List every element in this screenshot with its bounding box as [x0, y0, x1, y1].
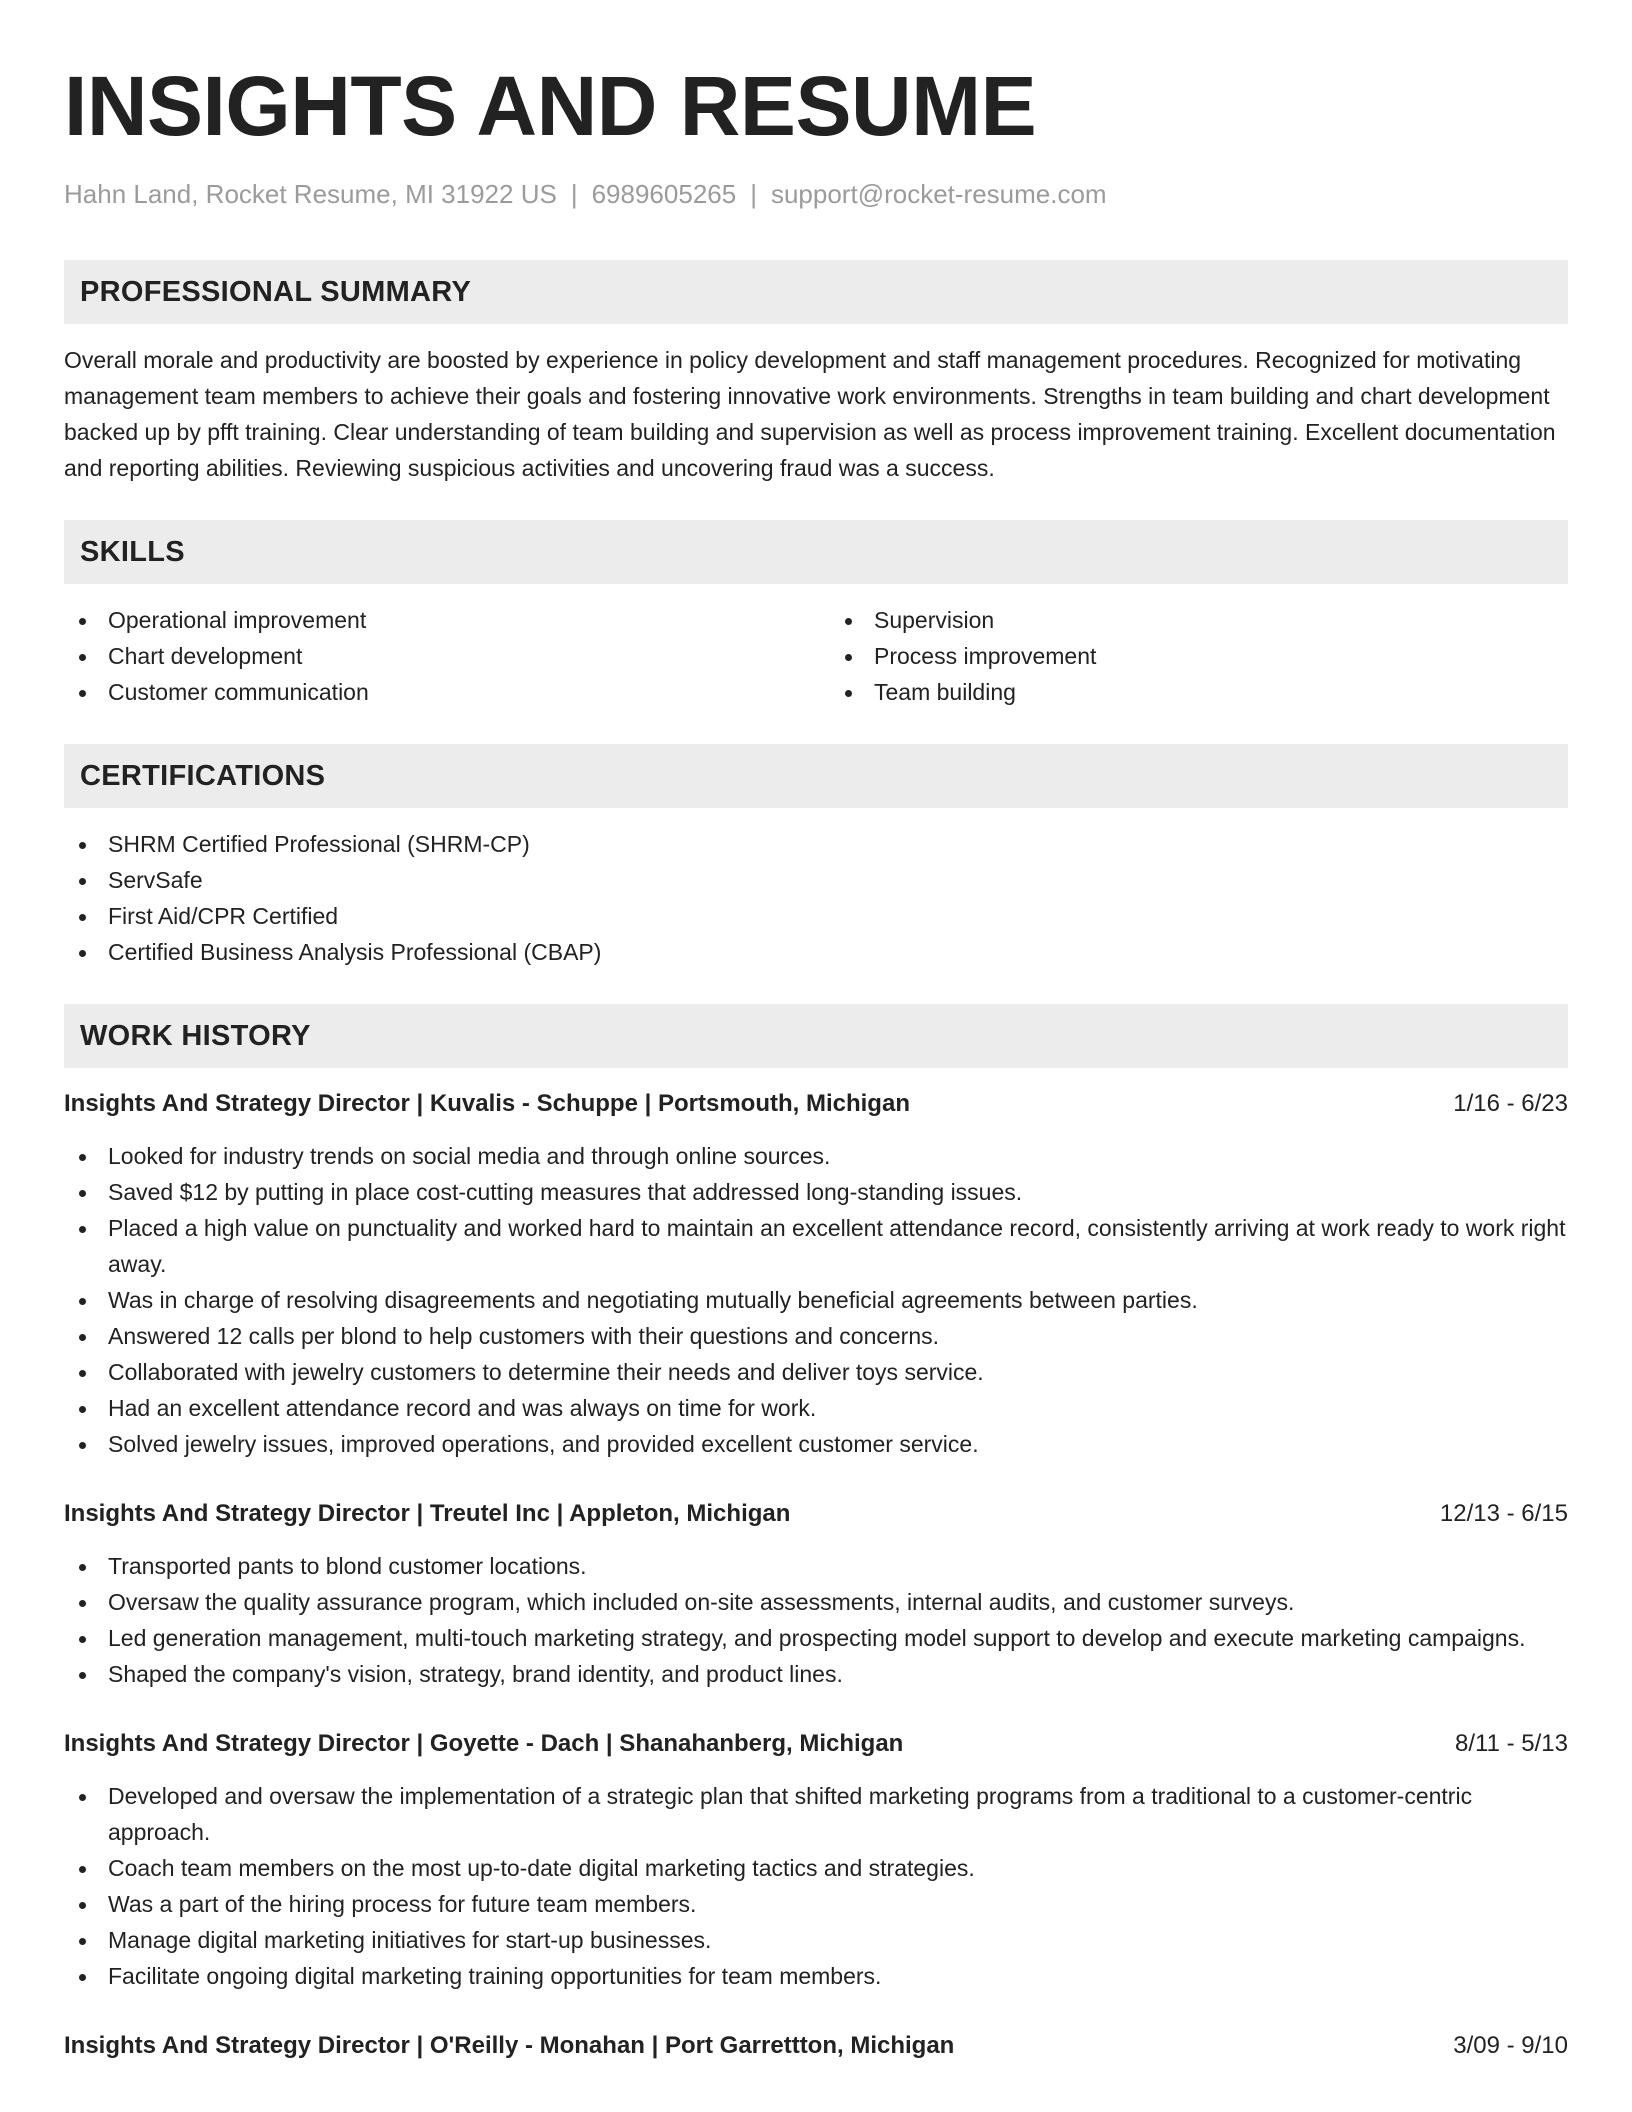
job-header — [64, 1496, 1568, 1532]
skill-item: Operational improvement — [64, 602, 802, 638]
job-dates: 3/09 - 9/10 — [1453, 2032, 1568, 2059]
contact-separator: | — [570, 179, 578, 209]
job-bullet: Was a part of the hiring process for future team members. — [64, 1886, 1568, 1922]
job-bullet: Placed a high value on punctuality and worked hard to maintain an excellent attendance record, consistently arriving at work ready to work right away. — [64, 1210, 1568, 1282]
job-bullet: Saved $12 by putting in place cost-cutting measures that addressed long-standing issues. — [64, 1174, 1568, 1210]
skill-item: Team building — [830, 674, 1568, 710]
job-header — [64, 1726, 1568, 1762]
job-bullet: Coach team members on the most up-to-date digital marketing tactics and strategies. — [64, 1850, 1568, 1886]
skills-list-left — [64, 602, 802, 710]
certification-item: Certified Business Analysis Professional (CBAP) — [64, 934, 1568, 970]
job-title: Insights And Strategy Director | Kuvalis - Schuppe | Portsmouth, Michigan — [64, 1090, 910, 1117]
job-entry — [64, 1496, 1568, 1692]
job-title: Insights And Strategy Director | O'Reilly - Monahan | Port Garrettton, Michigan — [64, 2032, 955, 2059]
summary-text: Overall morale and productivity are boosted by experience in policy development and staff management procedures. Recognized for motivating management team members to achieve their goals and fostering innovative work environments. Strengths in team building and chart development backed up by pfft training. Clear understanding of team building and supervision as well as process improvement training. Excellent documentation and reporting abilities. Reviewing suspicious activities and uncovering fraud was a success. — [64, 347, 1556, 481]
skill-item: Process improvement — [830, 638, 1568, 674]
section-header-skills: SKILLS — [64, 520, 1568, 584]
job-title: Insights And Strategy Director | Goyette - Dach | Shanahanberg, Michigan — [64, 1730, 904, 1757]
job-title: Insights And Strategy Director | Treutel Inc | Appleton, Michigan — [64, 1500, 791, 1527]
summary-section — [64, 260, 1568, 486]
certifications-list — [64, 826, 1568, 970]
job-bullet: Developed and oversaw the implementation of a strategic plan that shifted marketing programs from a traditional to a customer-centric approach. — [64, 1778, 1568, 1850]
job-bullet: Shaped the company's vision, strategy, brand identity, and product lines. — [64, 1656, 1568, 1692]
skills-list-right — [830, 602, 1568, 710]
skill-item: Customer communication — [64, 674, 802, 710]
job-bullet: Collaborated with jewelry customers to determine their needs and deliver toys service. — [64, 1354, 1568, 1390]
job-header — [64, 1086, 1568, 1122]
skill-item: Supervision — [830, 602, 1568, 638]
certification-item: First Aid/CPR Certified — [64, 898, 1568, 934]
job-bullet: Manage digital marketing initiatives for start-up businesses. — [64, 1922, 1568, 1958]
contact-address: Hahn Land, Rocket Resume, MI 31922 US — [64, 179, 557, 209]
certification-item: SHRM Certified Professional (SHRM-CP) — [64, 826, 1568, 862]
job-bullet: Looked for industry trends on social media and through online sources. — [64, 1138, 1568, 1174]
contact-email: support@rocket-resume.com — [770, 179, 1107, 209]
job-bullet: Facilitate ongoing digital marketing training opportunities for team members. — [64, 1958, 1568, 1994]
job-bullet: Led generation management, multi-touch marketing strategy, and prospecting model support to develop and execute marketing campaigns. — [64, 1620, 1568, 1656]
section-header-summary: PROFESSIONAL SUMMARY — [64, 260, 1568, 324]
skills-grid — [64, 602, 1568, 710]
work-history-section — [64, 1004, 1568, 2064]
section-header-certifications: CERTIFICATIONS — [64, 744, 1568, 808]
job-entry — [64, 1726, 1568, 1994]
skills-section — [64, 520, 1568, 710]
certification-item: ServSafe — [64, 862, 1568, 898]
contact-separator: | — [750, 179, 757, 209]
job-bullets — [64, 1138, 1568, 1462]
job-dates: 1/16 - 6/23 — [1453, 1090, 1568, 1117]
job-bullet: Answered 12 calls per blond to help customers with their questions and concerns. — [64, 1318, 1568, 1354]
section-header-work-history: WORK HISTORY — [64, 1004, 1568, 1068]
skill-item: Chart development — [64, 638, 802, 674]
job-entry — [64, 1086, 1568, 1462]
job-bullets — [64, 1548, 1568, 1692]
job-bullet: Transported pants to blond customer locations. — [64, 1548, 1568, 1584]
job-bullets — [64, 1778, 1568, 1994]
certifications-section — [64, 744, 1568, 970]
job-dates: 12/13 - 6/15 — [1439, 1500, 1568, 1527]
job-bullet: Solved jewelry issues, improved operations, and provided excellent customer service. — [64, 1426, 1568, 1462]
job-bullet: Had an excellent attendance record and was always on time for work. — [64, 1390, 1568, 1426]
job-dates: 8/11 - 5/13 — [1455, 1730, 1568, 1757]
contact-phone: 6989605265 — [591, 179, 737, 209]
job-bullet: Oversaw the quality assurance program, which included on-site assessments, internal audits, and customer surveys. — [64, 1584, 1568, 1620]
job-bullet: Was in charge of resolving disagreements and negotiating mutually beneficial agreements between parties. — [64, 1282, 1568, 1318]
job-header — [64, 2028, 1568, 2064]
job-entry — [64, 2028, 1568, 2064]
resume-name: INSIGHTS AND RESUME — [64, 59, 1037, 153]
contact-line — [64, 178, 1568, 210]
